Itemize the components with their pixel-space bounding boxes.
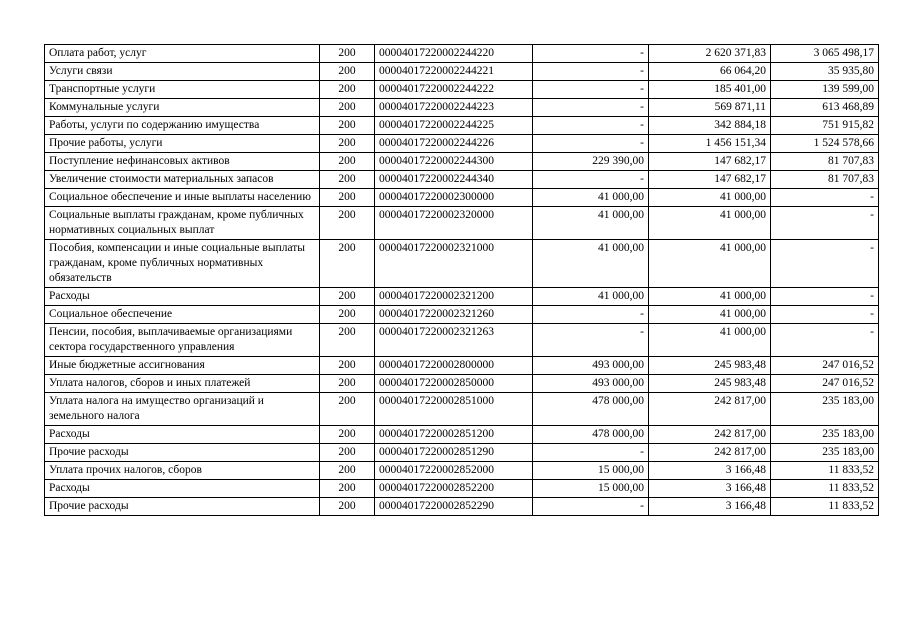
- row-name-cell: Работы, услуги по содержанию имущества: [45, 117, 320, 135]
- row-name-cell: Уплата прочих налогов, сборов: [45, 462, 320, 480]
- row-name-cell: Пособия, компенсации и иные социальные выплаты гражданам, кроме публичных нормативных обязательств: [45, 240, 320, 288]
- table-row: [45, 480, 879, 498]
- row-name-cell: Уплата налога на имущество организаций и земельного налога: [45, 393, 320, 426]
- row-line-code-cell: 200: [320, 81, 375, 99]
- row-line-code-cell: 200: [320, 498, 375, 516]
- row-amount-c-cell: -: [771, 189, 879, 207]
- row-classification-code-cell: 00004017220002851200: [375, 426, 533, 444]
- row-name-cell: Увеличение стоимости материальных запасов: [45, 171, 320, 189]
- row-amount-a-cell: -: [533, 171, 649, 189]
- row-line-code-cell: 200: [320, 63, 375, 81]
- row-name-cell: Прочие расходы: [45, 498, 320, 516]
- report-page: [44, 44, 878, 516]
- row-amount-c-cell: 139 599,00: [771, 81, 879, 99]
- row-name-cell: Иные бюджетные ассигнования: [45, 357, 320, 375]
- row-classification-code-cell: 00004017220002321000: [375, 240, 533, 288]
- row-name-cell: Поступление нефинансовых активов: [45, 153, 320, 171]
- row-classification-code-cell: 00004017220002244226: [375, 135, 533, 153]
- row-amount-a-cell: -: [533, 306, 649, 324]
- row-amount-b-cell: 41 000,00: [649, 306, 771, 324]
- table-row: [45, 45, 879, 63]
- table-row: [45, 99, 879, 117]
- table-row: [45, 207, 879, 240]
- row-classification-code-cell: 00004017220002244222: [375, 81, 533, 99]
- row-amount-c-cell: 1 524 578,66: [771, 135, 879, 153]
- table-row: [45, 153, 879, 171]
- row-line-code-cell: 200: [320, 189, 375, 207]
- table-row: [45, 426, 879, 444]
- row-classification-code-cell: 00004017220002851290: [375, 444, 533, 462]
- table-row: [45, 81, 879, 99]
- row-name-cell: Прочие работы, услуги: [45, 135, 320, 153]
- row-line-code-cell: 200: [320, 99, 375, 117]
- row-line-code-cell: 200: [320, 480, 375, 498]
- row-amount-c-cell: -: [771, 324, 879, 357]
- row-amount-c-cell: -: [771, 240, 879, 288]
- row-name-cell: Социальные выплаты гражданам, кроме публичных нормативных социальных выплат: [45, 207, 320, 240]
- row-amount-a-cell: -: [533, 135, 649, 153]
- row-amount-c-cell: -: [771, 288, 879, 306]
- row-line-code-cell: 200: [320, 357, 375, 375]
- row-line-code-cell: 200: [320, 240, 375, 288]
- row-classification-code-cell: 00004017220002300000: [375, 189, 533, 207]
- row-amount-a-cell: -: [533, 81, 649, 99]
- row-line-code-cell: 200: [320, 288, 375, 306]
- row-amount-c-cell: 235 183,00: [771, 393, 879, 426]
- row-amount-b-cell: 185 401,00: [649, 81, 771, 99]
- row-amount-c-cell: 247 016,52: [771, 375, 879, 393]
- row-line-code-cell: 200: [320, 426, 375, 444]
- row-classification-code-cell: 00004017220002244220: [375, 45, 533, 63]
- row-amount-b-cell: 242 817,00: [649, 444, 771, 462]
- table-row: [45, 444, 879, 462]
- row-line-code-cell: 200: [320, 153, 375, 171]
- row-amount-b-cell: 3 166,48: [649, 462, 771, 480]
- row-classification-code-cell: 00004017220002850000: [375, 375, 533, 393]
- row-amount-b-cell: 342 884,18: [649, 117, 771, 135]
- row-line-code-cell: 200: [320, 324, 375, 357]
- row-amount-a-cell: -: [533, 498, 649, 516]
- row-amount-a-cell: 41 000,00: [533, 240, 649, 288]
- row-amount-c-cell: 11 833,52: [771, 498, 879, 516]
- row-classification-code-cell: 00004017220002244221: [375, 63, 533, 81]
- table-row: [45, 63, 879, 81]
- table-row: [45, 171, 879, 189]
- expense-table: [44, 44, 879, 516]
- row-amount-a-cell: -: [533, 45, 649, 63]
- row-line-code-cell: 200: [320, 444, 375, 462]
- row-classification-code-cell: 00004017220002244300: [375, 153, 533, 171]
- table-row: [45, 462, 879, 480]
- row-amount-a-cell: 229 390,00: [533, 153, 649, 171]
- row-amount-b-cell: 245 983,48: [649, 357, 771, 375]
- row-classification-code-cell: 00004017220002800000: [375, 357, 533, 375]
- row-amount-b-cell: 147 682,17: [649, 153, 771, 171]
- row-amount-a-cell: -: [533, 117, 649, 135]
- row-amount-b-cell: 41 000,00: [649, 189, 771, 207]
- row-line-code-cell: 200: [320, 375, 375, 393]
- expense-table-body: [45, 45, 879, 516]
- row-line-code-cell: 200: [320, 306, 375, 324]
- row-amount-a-cell: 478 000,00: [533, 426, 649, 444]
- row-amount-c-cell: 751 915,82: [771, 117, 879, 135]
- row-classification-code-cell: 00004017220002852200: [375, 480, 533, 498]
- row-line-code-cell: 200: [320, 207, 375, 240]
- row-name-cell: Расходы: [45, 288, 320, 306]
- row-amount-a-cell: 41 000,00: [533, 207, 649, 240]
- row-classification-code-cell: 00004017220002321200: [375, 288, 533, 306]
- row-line-code-cell: 200: [320, 171, 375, 189]
- table-row: [45, 393, 879, 426]
- row-classification-code-cell: 00004017220002851000: [375, 393, 533, 426]
- row-amount-a-cell: 15 000,00: [533, 480, 649, 498]
- row-amount-b-cell: 41 000,00: [649, 288, 771, 306]
- row-amount-b-cell: 41 000,00: [649, 207, 771, 240]
- row-amount-c-cell: 11 833,52: [771, 462, 879, 480]
- row-name-cell: Транспортные услуги: [45, 81, 320, 99]
- row-amount-b-cell: 41 000,00: [649, 240, 771, 288]
- row-amount-b-cell: 3 166,48: [649, 480, 771, 498]
- row-amount-c-cell: 3 065 498,17: [771, 45, 879, 63]
- table-row: [45, 498, 879, 516]
- table-row: [45, 306, 879, 324]
- row-name-cell: Социальное обеспечение и иные выплаты населению: [45, 189, 320, 207]
- row-amount-a-cell: -: [533, 324, 649, 357]
- row-name-cell: Оплата работ, услуг: [45, 45, 320, 63]
- row-line-code-cell: 200: [320, 393, 375, 426]
- row-amount-a-cell: 493 000,00: [533, 357, 649, 375]
- row-amount-c-cell: 11 833,52: [771, 480, 879, 498]
- row-classification-code-cell: 00004017220002321263: [375, 324, 533, 357]
- row-line-code-cell: 200: [320, 45, 375, 63]
- row-amount-b-cell: 41 000,00: [649, 324, 771, 357]
- row-amount-c-cell: -: [771, 207, 879, 240]
- row-name-cell: Расходы: [45, 480, 320, 498]
- row-name-cell: Прочие расходы: [45, 444, 320, 462]
- row-classification-code-cell: 00004017220002244225: [375, 117, 533, 135]
- row-classification-code-cell: 00004017220002244340: [375, 171, 533, 189]
- table-row: [45, 189, 879, 207]
- row-amount-c-cell: -: [771, 306, 879, 324]
- row-amount-c-cell: 81 707,83: [771, 171, 879, 189]
- row-name-cell: Пенсии, пособия, выплачиваемые организациями сектора государственного управления: [45, 324, 320, 357]
- row-amount-a-cell: 41 000,00: [533, 189, 649, 207]
- row-classification-code-cell: 00004017220002244223: [375, 99, 533, 117]
- table-row: [45, 288, 879, 306]
- table-row: [45, 375, 879, 393]
- row-amount-b-cell: 66 064,20: [649, 63, 771, 81]
- row-amount-b-cell: 242 817,00: [649, 393, 771, 426]
- row-amount-c-cell: 235 183,00: [771, 444, 879, 462]
- row-amount-b-cell: 1 456 151,34: [649, 135, 771, 153]
- row-amount-a-cell: -: [533, 444, 649, 462]
- row-amount-b-cell: 2 620 371,83: [649, 45, 771, 63]
- row-classification-code-cell: 00004017220002321260: [375, 306, 533, 324]
- row-amount-a-cell: 41 000,00: [533, 288, 649, 306]
- row-classification-code-cell: 00004017220002852000: [375, 462, 533, 480]
- row-line-code-cell: 200: [320, 117, 375, 135]
- row-classification-code-cell: 00004017220002320000: [375, 207, 533, 240]
- row-amount-c-cell: 35 935,80: [771, 63, 879, 81]
- row-amount-b-cell: 245 983,48: [649, 375, 771, 393]
- row-amount-a-cell: -: [533, 63, 649, 81]
- row-amount-b-cell: 3 166,48: [649, 498, 771, 516]
- row-line-code-cell: 200: [320, 135, 375, 153]
- table-row: [45, 117, 879, 135]
- row-name-cell: Социальное обеспечение: [45, 306, 320, 324]
- row-amount-a-cell: -: [533, 99, 649, 117]
- row-name-cell: Уплата налогов, сборов и иных платежей: [45, 375, 320, 393]
- row-amount-c-cell: 81 707,83: [771, 153, 879, 171]
- table-row: [45, 240, 879, 288]
- row-amount-a-cell: 15 000,00: [533, 462, 649, 480]
- row-amount-b-cell: 569 871,11: [649, 99, 771, 117]
- row-name-cell: Коммунальные услуги: [45, 99, 320, 117]
- row-line-code-cell: 200: [320, 462, 375, 480]
- table-row: [45, 357, 879, 375]
- row-amount-c-cell: 247 016,52: [771, 357, 879, 375]
- row-amount-a-cell: 493 000,00: [533, 375, 649, 393]
- row-classification-code-cell: 00004017220002852290: [375, 498, 533, 516]
- table-row: [45, 135, 879, 153]
- row-amount-c-cell: 613 468,89: [771, 99, 879, 117]
- row-amount-b-cell: 242 817,00: [649, 426, 771, 444]
- row-name-cell: Расходы: [45, 426, 320, 444]
- row-amount-c-cell: 235 183,00: [771, 426, 879, 444]
- row-name-cell: Услуги связи: [45, 63, 320, 81]
- table-row: [45, 324, 879, 357]
- row-amount-b-cell: 147 682,17: [649, 171, 771, 189]
- row-amount-a-cell: 478 000,00: [533, 393, 649, 426]
